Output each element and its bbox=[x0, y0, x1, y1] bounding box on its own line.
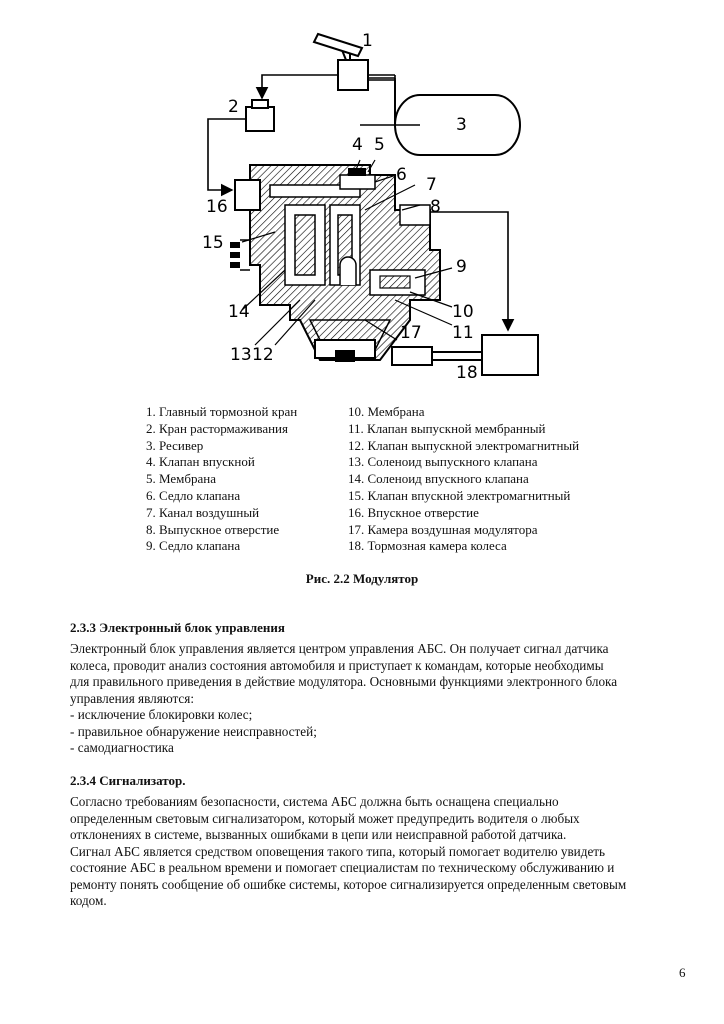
label-18: 18 bbox=[456, 363, 478, 383]
page-number: 6 bbox=[679, 965, 686, 980]
label-15: 15 bbox=[202, 233, 224, 253]
legend-item: 12. Клапан выпускной электромагнитный bbox=[348, 437, 580, 453]
section-text-234 bbox=[70, 794, 700, 910]
legend-left bbox=[146, 404, 297, 555]
section-heading-234: 2.3.4 Сигнализатор. bbox=[70, 773, 186, 788]
label-13: 13 bbox=[230, 345, 252, 365]
section-heading-233: 2.3.3 Электронный блок управления bbox=[70, 620, 285, 635]
text-line: колеса, проводит анализ состояния автомобиля и приступает к командам, которые необходимы bbox=[70, 657, 604, 673]
label-9: 9 bbox=[456, 257, 467, 277]
legend-item: 4. Клапан впускной bbox=[146, 454, 255, 470]
legend-item: 7. Канал воздушный bbox=[146, 504, 260, 520]
release-valve-2 bbox=[246, 100, 274, 131]
label-14: 14 bbox=[228, 302, 250, 322]
legend-item: 2. Кран растормаживания bbox=[146, 420, 288, 436]
section-text-233 bbox=[70, 641, 700, 757]
legend-item: 9. Седло клапана bbox=[146, 538, 241, 554]
label-3: 3 bbox=[456, 115, 467, 135]
legend-right bbox=[348, 404, 579, 555]
label-4: 4 bbox=[352, 135, 363, 155]
text-line: состояние АБС в реальном времени и помогает специалистам по техническому обслуживанию и bbox=[70, 860, 615, 875]
brake-valve-1 bbox=[314, 34, 368, 90]
label-7: 7 bbox=[426, 175, 437, 195]
text-line: - правильное обнаружение неисправностей; bbox=[70, 723, 317, 739]
text-line: - исключение блокировки колес; bbox=[70, 707, 253, 722]
label-11: 11 bbox=[452, 323, 474, 343]
text-line: - самодиагностика bbox=[70, 740, 174, 755]
text-line: Согласно требованиям безопасности, система АБС должна быть оснащена специально bbox=[70, 794, 559, 809]
text-line: определенным световым сигнализатором, который может предупредить водителя о любых bbox=[70, 810, 580, 826]
legend-item: 10. Мембрана bbox=[348, 404, 425, 419]
text-line: для правильного приведения в действие модулятора. Основными функциями электронного блока bbox=[70, 674, 618, 689]
label-2: 2 bbox=[228, 97, 239, 117]
text-line: ремонту понять сообщение об ошибке системы, которое сигнализируется определенным световым bbox=[70, 876, 627, 892]
label-6: 6 bbox=[396, 165, 407, 185]
text-line: управления являются: bbox=[70, 690, 195, 706]
text-line: кодом. bbox=[70, 893, 107, 908]
text-line: Сигнал АБС является средством оповещения такого типа, который помогает водителю увидеть bbox=[70, 843, 606, 859]
label-12: 12 bbox=[252, 345, 274, 365]
legend-item: 1. Главный тормозной кран bbox=[146, 404, 298, 419]
label-1: 1 bbox=[362, 31, 373, 51]
legend-item: 13. Соленоид выпускного клапана bbox=[348, 454, 538, 470]
legend-item: 17. Камера воздушная модулятора bbox=[348, 521, 538, 537]
legend-item: 18. Тормозная камера колеса bbox=[348, 538, 507, 554]
legend-item: 5. Мембрана bbox=[146, 471, 216, 487]
legend-item: 14. Соленоид впускного клапана bbox=[348, 471, 529, 487]
label-17: 17 bbox=[400, 323, 422, 343]
text-line: Электронный блок управления является центром управления АБС. Он получает сигнал датчика bbox=[70, 641, 609, 656]
legend-item: 6. Седло клапана bbox=[146, 487, 241, 503]
legend-item: 3. Ресивер bbox=[146, 437, 204, 453]
legend-item: 11. Клапан выпускной мембранный bbox=[348, 420, 546, 436]
figure-caption: Рис. 2.2 Модулятор bbox=[305, 571, 419, 586]
label-5: 5 bbox=[374, 135, 385, 155]
legend-item: 15. Клапан впускной электромагнитный bbox=[348, 487, 571, 503]
label-8: 8 bbox=[430, 197, 441, 217]
label-10: 10 bbox=[452, 302, 474, 322]
text-line: отклонениях в системе, вызванных ошибками в цепи или неисправной работой датчика. bbox=[70, 827, 567, 842]
legend-item: 8. Выпускное отверстие bbox=[146, 521, 280, 537]
legend-item: 16. Впускное отверстие bbox=[348, 504, 479, 520]
modulator-diagram bbox=[190, 20, 550, 390]
label-16: 16 bbox=[206, 197, 228, 217]
